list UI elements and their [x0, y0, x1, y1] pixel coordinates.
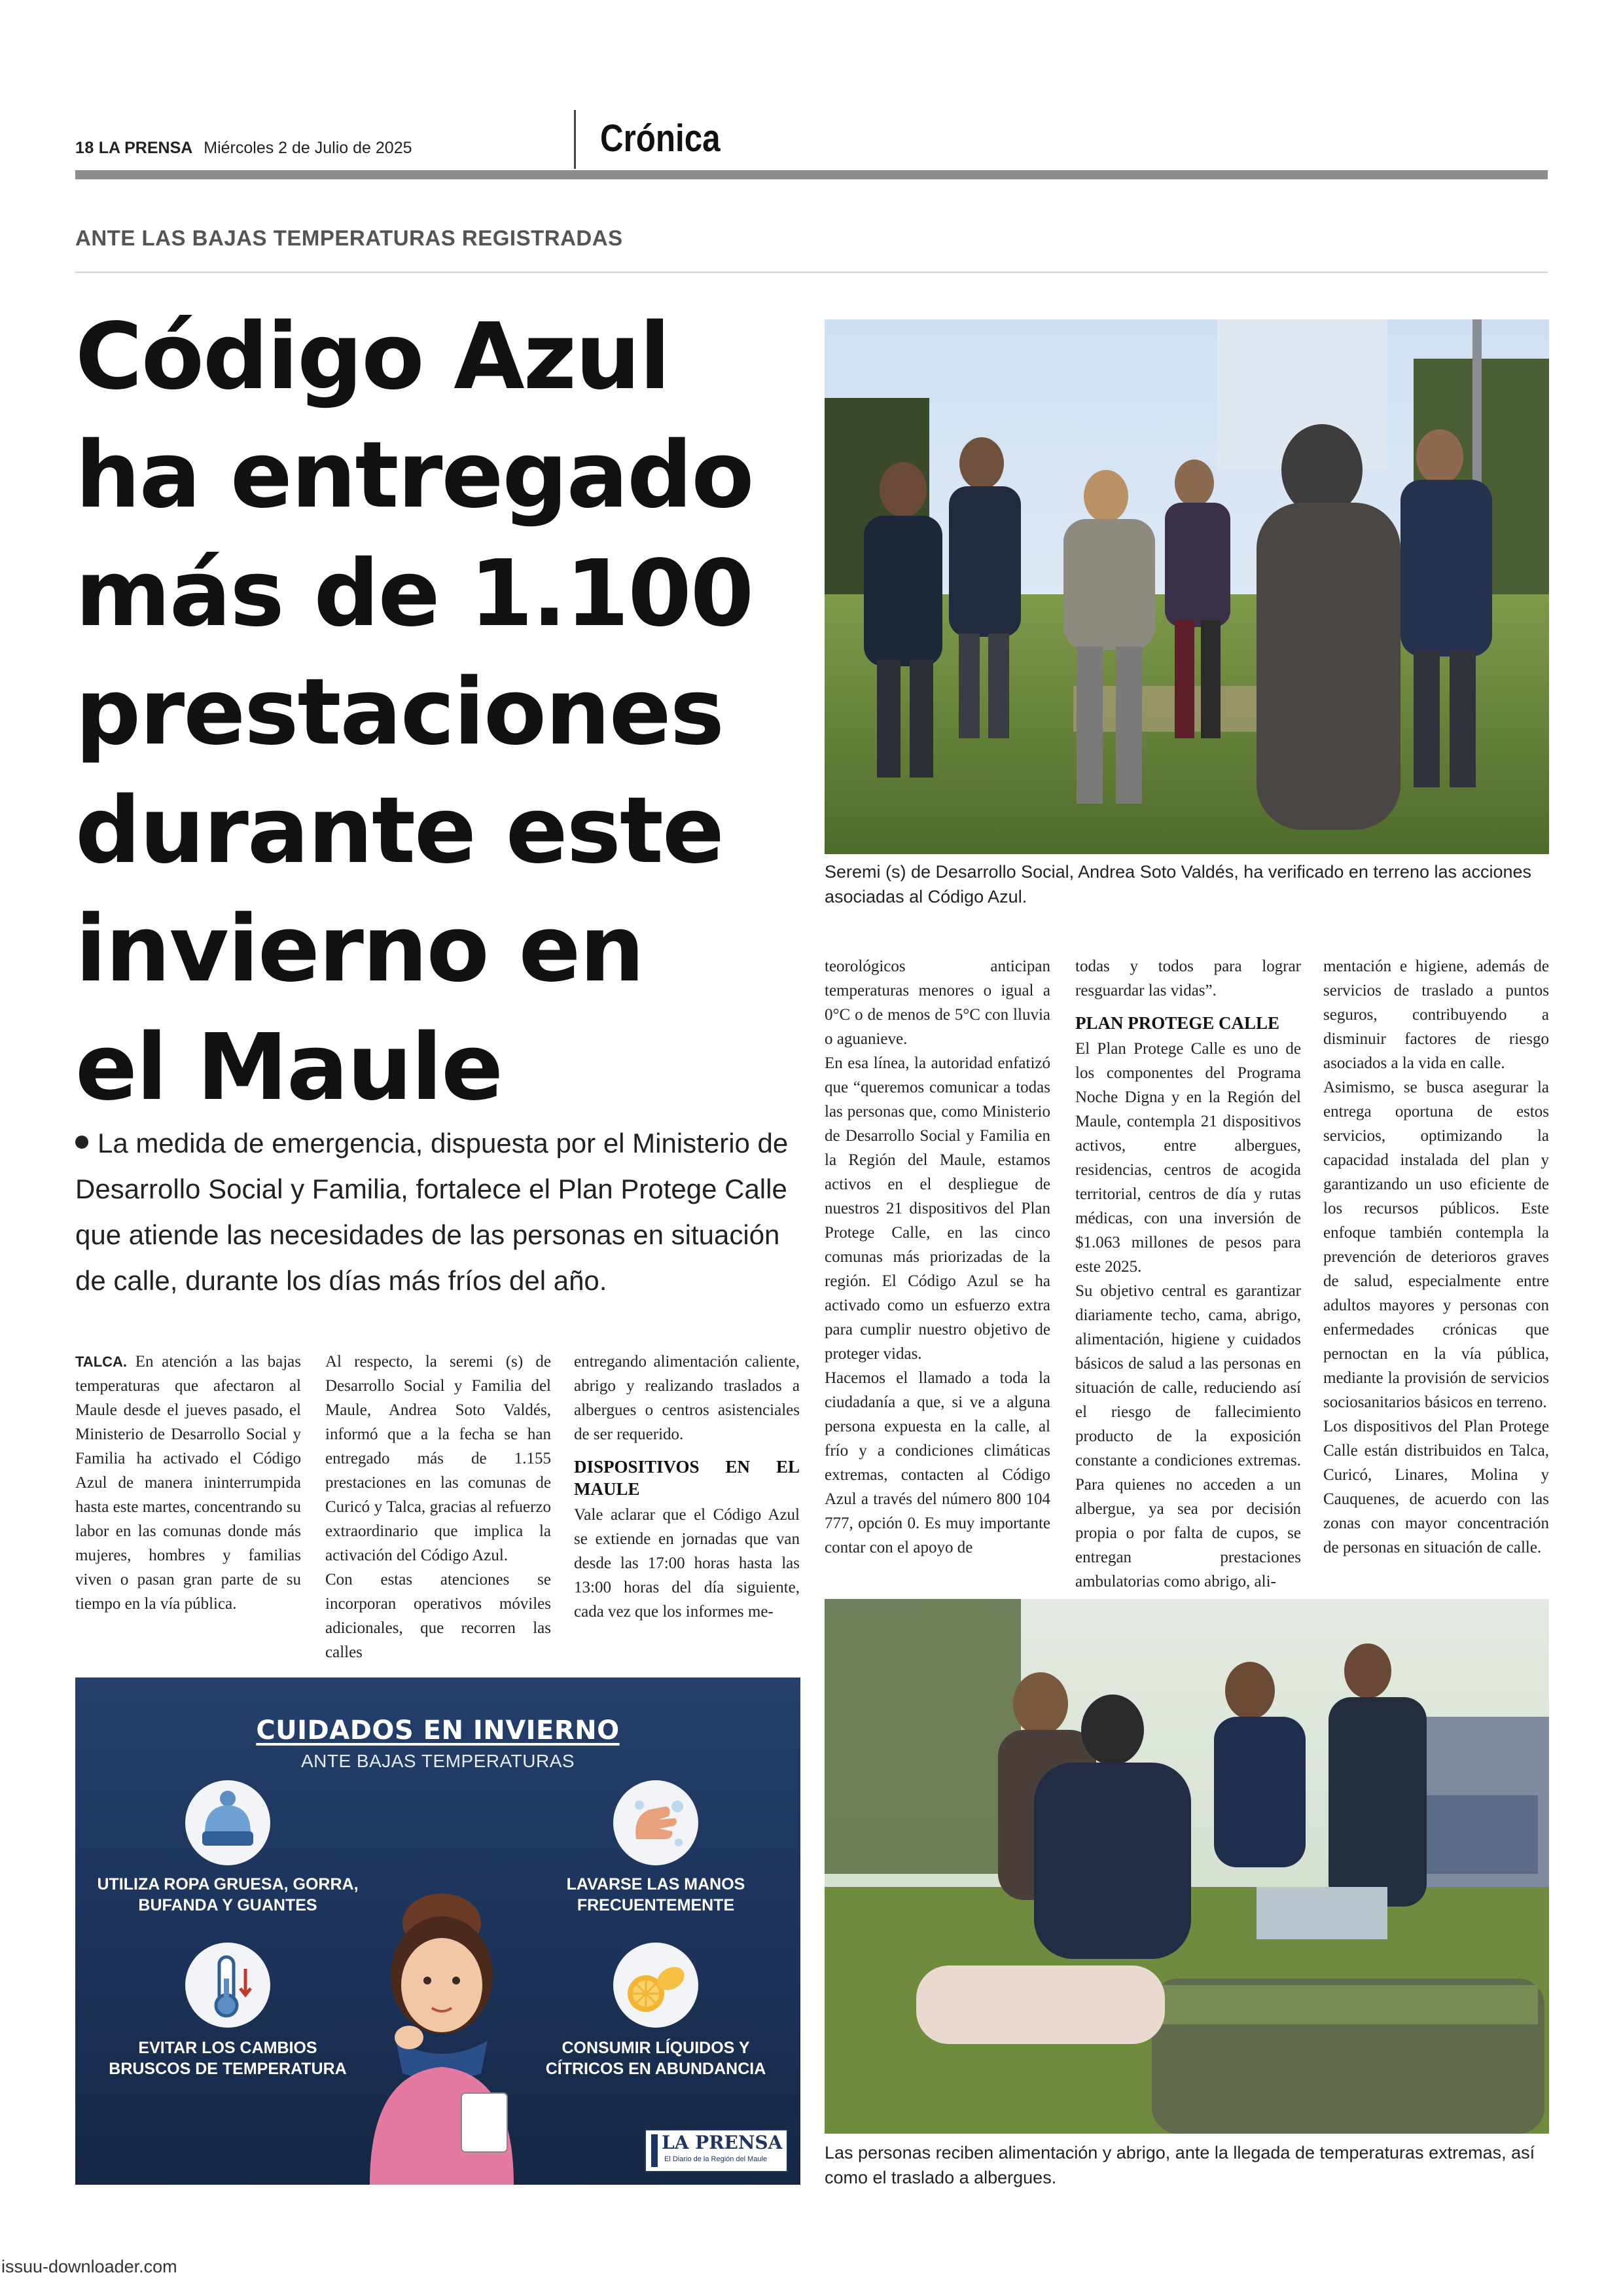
- body-column-1: [75, 1350, 301, 1616]
- tip-text: [90, 2037, 365, 2079]
- body-paragraph: Asimismo, se busca asegurar la entrega oportuna de estos servicios, optimizando la capacidad instalada del plan y garantizando un uso eficiente de los recursos públicos. Este enfoque también contempla la prevención de deterioros graves de salud, especialmente entre adultos mayores y personas con enfermedades crónicas que pernoctan en la vía pública, mediante la provisión de servicios sociosanitarios básicos en terreno.: [1323, 1079, 1549, 1411]
- tip-line: LAVARSE LAS MANOS: [566, 1875, 745, 1893]
- logo-slogan: El Diario de la Región del Maule: [664, 2155, 768, 2163]
- page-number: 18: [75, 139, 94, 157]
- headline-line: el Maule: [75, 1014, 503, 1121]
- tip-line: FRECUENTEMENTE: [577, 1896, 735, 1914]
- article-headline: [75, 298, 802, 1127]
- body-paragraph: entregando alimentación caliente, abrigo y realizando traslados a albergues o centros asistenciales de ser requerido.: [574, 1353, 800, 1443]
- photo-seremi-field-visit: [825, 319, 1549, 854]
- citrus-icon: [613, 1943, 698, 2028]
- tip-text: [518, 1874, 793, 1916]
- lead-line: que atiende las necesidades de las personas en situación: [75, 1219, 780, 1250]
- bullet-icon: [75, 1136, 88, 1149]
- header-divider: [574, 110, 576, 169]
- photo-people-receiving-aid: [825, 1599, 1549, 2134]
- body-paragraph: En esa línea, la autoridad enfatizó que “queremos comunicar a todas las personas que, como Ministerio de Desarrollo Social y Familia en la Región del Maule, estamos activos en el despliegue de nuestros 21 dispositivos del Plan Protege Calle, en las cinco comunas más priorizadas de la región. El Código Azul se ha activado como un esfuerzo extra para cumplir nuestro objetivo de proteger vidas.: [825, 1054, 1050, 1363]
- body-paragraph: Los dispositivos del Plan Protege Calle están distribuidos en Talca, Curicó, Linares, Molina y Cauquenes, de acuerdo con las zonas con mayor concentración de personas en situación de calle.: [1323, 1418, 1549, 1556]
- headline-line: prestaciones: [75, 659, 724, 766]
- dateline: TALCA.: [75, 1354, 128, 1370]
- headline-line: más de 1.100: [75, 541, 753, 647]
- section-title: Crónica: [600, 117, 721, 160]
- publication-name: LA PRENSA: [98, 139, 193, 157]
- paragraph-text: En atención a las bajas temperaturas que afectaron al Maule desde el jueves pasado, el Ministerio de Desarrollo Social y Familia ha activado el Código Azul de manera ininterrumpida hasta este martes, concentrando su labor en las comunas donde más mujeres, hombres y familias viven o pasan gran parte de su tiempo en la vía pública.: [75, 1353, 302, 1613]
- body-column-2: [325, 1350, 551, 1664]
- body-paragraph: todas y todos para lograr resguardar las vidas”.: [1075, 958, 1301, 999]
- photo-illustration: [825, 1599, 1549, 2134]
- photo-illustration: [825, 319, 1549, 854]
- photo-caption: [825, 2140, 1549, 2190]
- headline-line: ha entregado: [75, 422, 753, 529]
- lead-text: La medida de emergencia, dispuesta por el Ministerio de: [98, 1128, 789, 1158]
- hand-washing-icon: [613, 1780, 698, 1865]
- kicker-rule: [75, 272, 1548, 273]
- page-header-info: [75, 139, 412, 158]
- lead-line: Desarrollo Social y Familia, fortalece el Plan Protege Calle: [75, 1174, 787, 1204]
- logo-name: LA PRENSA: [662, 2132, 783, 2153]
- header-rule: [75, 170, 1548, 179]
- tip-text: [518, 2037, 793, 2079]
- body-paragraph: Al respecto, la seremi (s) de Desarrollo Social y Familia del Maule, Andrea Soto Valdés, informó que a la fecha se han entregado más de 1.155 prestaciones en las comunas de Curicó y Talca, gracias al refuerzo extraordinario que implica la activación del Código Azul.: [325, 1353, 551, 1564]
- body-paragraph: El Plan Protege Calle es uno de los componentes del Programa Noche Digna y en la Región del Maule, contempla 21 dispositivos activos, entre albergues, residencias, centros de acogida territorial, centros de día y rutas médicas, con una inversión de $1.063 millones de pesos para este 2025.: [1075, 1040, 1301, 1276]
- infographic-title: CUIDADOS EN INVIERNO: [256, 1715, 620, 1746]
- body-paragraph: teorológicos anticipan temperaturas menores o igual a 0°C o de menos de 5°C con lluvia o aguanieve.: [825, 958, 1050, 1048]
- headline-line: durante este: [75, 778, 723, 884]
- tip-line: UTILIZA ROPA GRUESA, GORRA,: [97, 1875, 359, 1893]
- tip-line: BUFANDA Y GUANTES: [138, 1896, 317, 1914]
- caption-line: Seremi (s) de Desarrollo Social, Andrea Soto Valdés, ha verificado en terreno las acciones: [825, 862, 1532, 882]
- tip-line: CÍTRICOS EN ABUNDANCIA: [545, 2060, 766, 2078]
- tip-line: EVITAR LOS CAMBIOS: [138, 2039, 317, 2057]
- logo-mark: [651, 2134, 658, 2167]
- body-paragraph: Hacemos el llamado a toda la ciudadanía a que, si ve a alguna persona expuesta en la calle, al frío y a condiciones climáticas extremas, contacten al Código Azul a través del número 800 104 777, opción 0. Es muy importante contar con el apoyo de: [825, 1369, 1050, 1556]
- article-kicker: ANTE LAS BAJAS TEMPERATURAS REGISTRADAS: [75, 226, 623, 250]
- body-paragraph: mentación e higiene, además de servicios de traslado a puntos seguros, contribuyendo a disminuir factores de riesgo asociados a la vida en calle.: [1323, 958, 1549, 1072]
- lead-line: [75, 1121, 802, 1166]
- subheading: DISPOSITIVOS EN EL MAULE: [574, 1457, 800, 1499]
- thermometer-icon: [185, 1943, 270, 2028]
- body-paragraph: Con estas atenciones se incorporan operativos móviles adicionales, que recorren las calles: [325, 1571, 551, 1661]
- tip-line: BRUSCOS DE TEMPERATURA: [109, 2060, 347, 2078]
- body-column-5: [1075, 954, 1301, 1594]
- watermark-text: issuu-downloader.com: [1, 2257, 177, 2276]
- photo-caption: [825, 859, 1549, 909]
- sick-person-illustration: [330, 1877, 553, 2185]
- body-column-6: [1323, 954, 1549, 1560]
- body-column-3: [574, 1350, 800, 1624]
- la-prensa-logo: [645, 2129, 788, 2172]
- caption-line: Las personas reciben alimentación y abrigo, ante la llegada de temperaturas extremas, así: [825, 2143, 1535, 2162]
- caption-line: asociadas al Código Azul.: [825, 887, 1027, 906]
- headline-line: Código Azul: [75, 304, 669, 410]
- infographic-subtitle: ANTE BAJAS TEMPERATURAS: [300, 1751, 575, 1771]
- article-lead: [75, 1121, 802, 1304]
- winter-care-infographic: [75, 1677, 800, 2185]
- lead-line: de calle, durante los días más fríos del año.: [75, 1265, 607, 1296]
- headline-line: invierno en: [75, 896, 644, 1003]
- body-paragraph: Vale aclarar que el Código Azul se extiende en jornadas que van desde las 17:00 horas hasta las 13:00 horas del día siguiente, cada vez que los informes me-: [574, 1506, 800, 1621]
- winter-hat-icon: [185, 1780, 270, 1865]
- subheading: PLAN PROTEGE CALLE: [1075, 1013, 1280, 1033]
- tip-line: CONSUMIR LÍQUIDOS Y: [562, 2039, 750, 2057]
- body-column-4: [825, 954, 1050, 1560]
- body-paragraph: [75, 1350, 301, 1616]
- issue-date: Miércoles 2 de Julio de 2025: [204, 139, 412, 157]
- caption-line: como el traslado a albergues.: [825, 2168, 1057, 2187]
- tip-text: [90, 1874, 365, 1916]
- body-paragraph: Su objetivo central es garantizar diariamente techo, cama, abrigo, alimentación, higiene y cuidados básicos de salud a las personas en situación de calle, reduciendo así el riesgo de fallecimiento producto de la exposición constante a condiciones extremas. Para quienes no acceden a un albergue, ya sea por decisión propia o por falta de cupos, se entregan prestaciones ambulatorias como abrigo, ali-: [1075, 1282, 1301, 1590]
